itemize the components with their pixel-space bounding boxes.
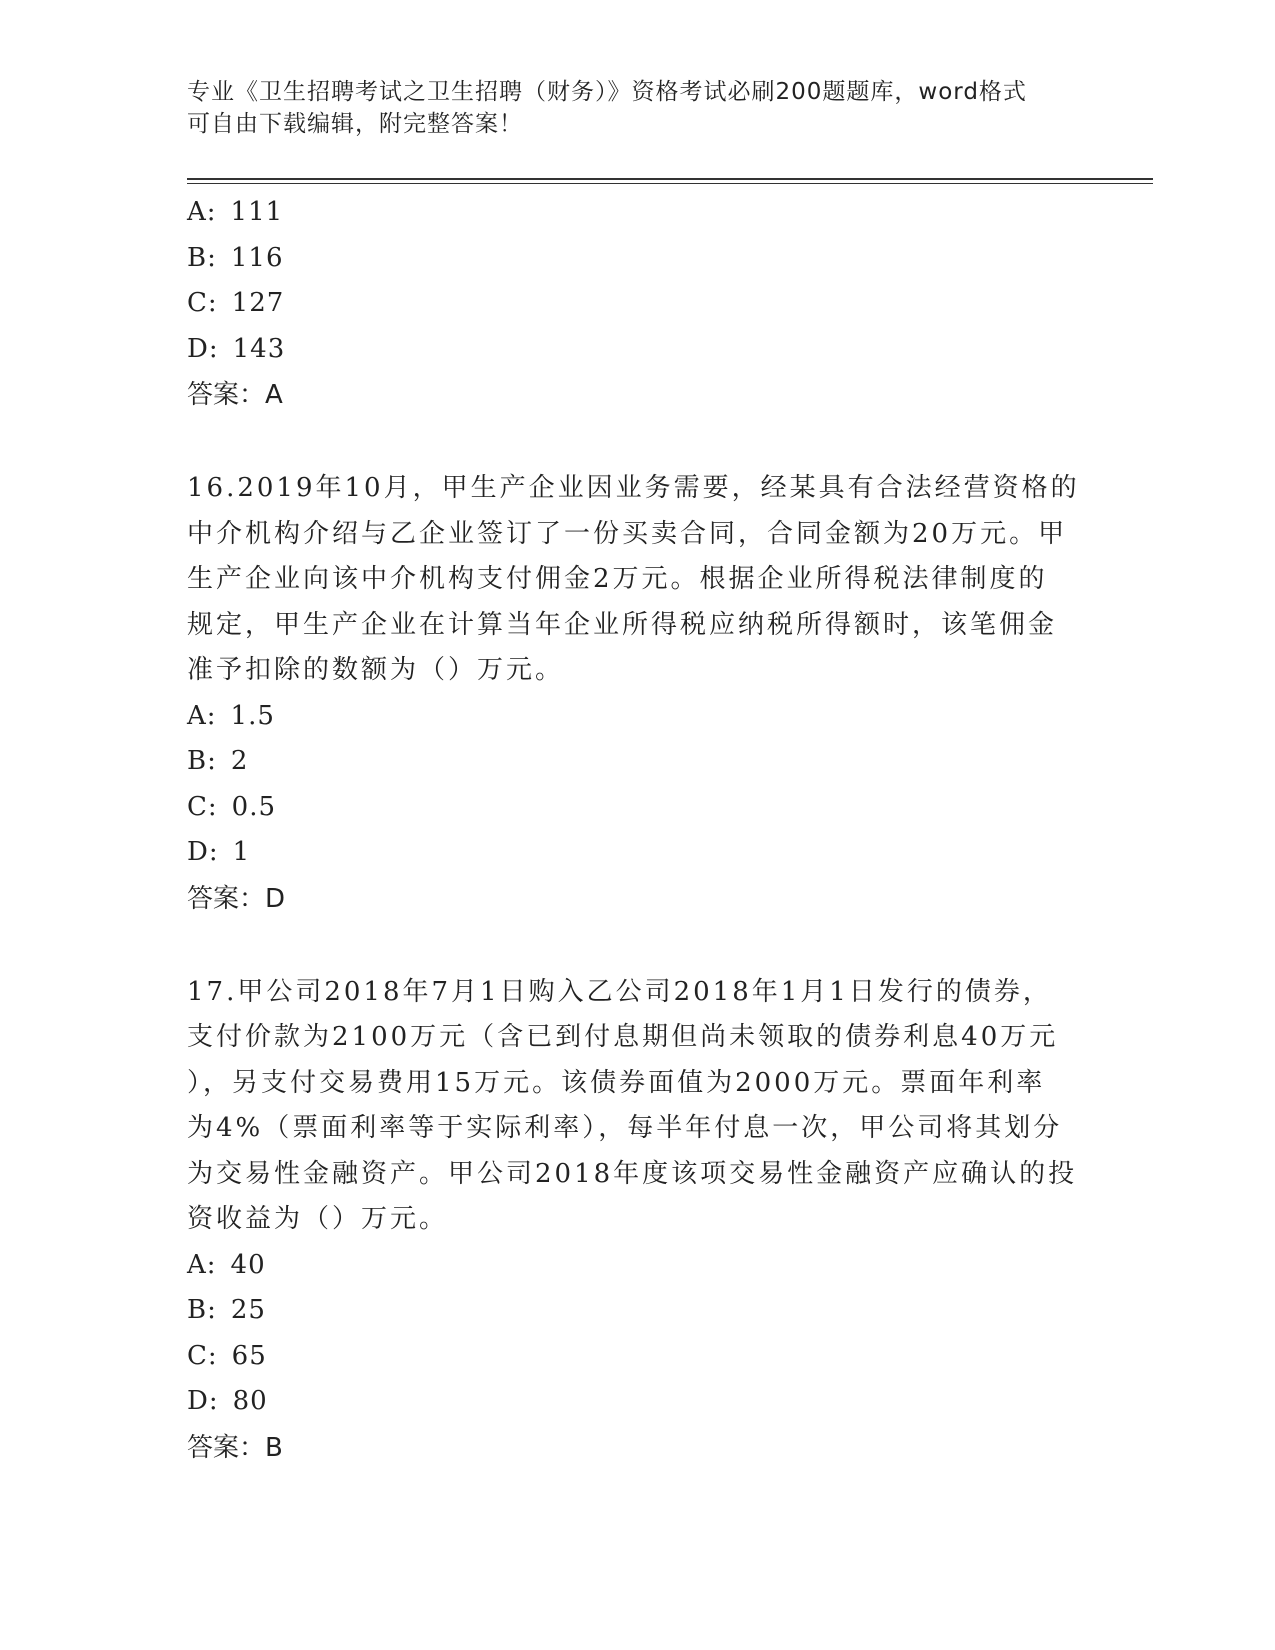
question-16-text <box>187 466 1087 694</box>
answer-line: 答案：B <box>187 1432 283 1463</box>
header-divider-thin <box>187 183 1153 184</box>
option-label: C: <box>187 791 218 822</box>
option-a <box>187 694 1087 740</box>
option-value: 1.5 <box>230 700 275 731</box>
option-label: A: <box>187 197 217 227</box>
question-line: 生产企业向该中介机构支付佣金2万元。根据企业所得税法律制度的 <box>187 564 1048 594</box>
answer-line: 答案：A <box>187 380 283 410</box>
question-line: 17.甲公司2018年7月1日购入乙公司2018年1月1日发行的债券， <box>187 976 1052 1007</box>
option-c <box>187 785 1087 831</box>
question-line: 规定，甲生产企业在计算当年企业所得税应纳税所得额时，该笔佣金 <box>187 609 1058 640</box>
option-a <box>187 1243 1087 1289</box>
option-label: A: <box>187 1249 217 1280</box>
document-body <box>187 190 1087 1471</box>
option-label: C: <box>187 1340 218 1371</box>
header-line-1: 专业《卫生招聘考试之卫生招聘（财务）》资格考试必刷200题题库，word格式 <box>187 79 1027 105</box>
question-line: ），另支付交易费用15万元。该债券面值为2000万元。票面年利率 <box>187 1067 1046 1098</box>
option-label: C: <box>187 288 218 318</box>
option-c <box>187 1334 1087 1380</box>
option-c <box>187 281 1087 327</box>
question-line: 准予扣除的数额为（）万元。 <box>187 655 565 685</box>
header-divider-thick <box>187 178 1153 180</box>
header-line-2: 可自由下载编辑，附完整答案！ <box>187 111 523 137</box>
option-d <box>187 327 1087 373</box>
option-label: B: <box>187 242 217 273</box>
option-label: B: <box>187 746 217 776</box>
option-value: 143 <box>232 333 286 364</box>
answer-line: 答案：D <box>187 883 286 914</box>
document-header <box>187 76 1087 140</box>
option-value: 2 <box>230 746 249 776</box>
question-16-block <box>187 466 1087 922</box>
option-label: D: <box>187 1386 219 1416</box>
question-line: 资收益为（）万元。 <box>187 1204 449 1234</box>
option-b <box>187 1288 1087 1334</box>
option-value: 0.5 <box>231 791 277 822</box>
question-line: 为交易性金融资产。甲公司2018年度该项交易性金融资产应确认的投 <box>187 1158 1078 1189</box>
option-b <box>187 739 1087 785</box>
option-label: D: <box>187 837 219 867</box>
question-line: 为4%（票面利率等于实际利率），每半年付息一次，甲公司将其划分 <box>187 1113 1063 1143</box>
question-15-block <box>187 190 1087 418</box>
option-value: 116 <box>230 242 284 273</box>
option-value: 127 <box>231 288 285 318</box>
option-value: 25 <box>230 1295 266 1325</box>
question-17-block <box>187 970 1087 1471</box>
option-label: D: <box>187 333 219 364</box>
option-label: B: <box>187 1295 217 1325</box>
option-value: 65 <box>231 1340 267 1371</box>
question-line: 中介机构介绍与乙企业签订了一份买卖合同，合同金额为20万元。甲 <box>187 518 1068 549</box>
option-value: 40 <box>230 1249 266 1280</box>
option-value: 111 <box>230 197 284 227</box>
option-b <box>187 236 1087 282</box>
option-d <box>187 830 1087 876</box>
question-line: 支付价款为2100万元（含已到付息期但尚未领取的债券利息40万元 <box>187 1022 1059 1052</box>
option-value: 80 <box>232 1386 268 1416</box>
option-d <box>187 1379 1087 1425</box>
option-a <box>187 190 1087 236</box>
option-label: A: <box>187 700 217 731</box>
option-value: 1 <box>232 837 251 867</box>
question-17-text <box>187 970 1087 1243</box>
question-line: 16.2019年10月，甲生产企业因业务需要，经某具有合法经营资格的 <box>187 473 1080 503</box>
